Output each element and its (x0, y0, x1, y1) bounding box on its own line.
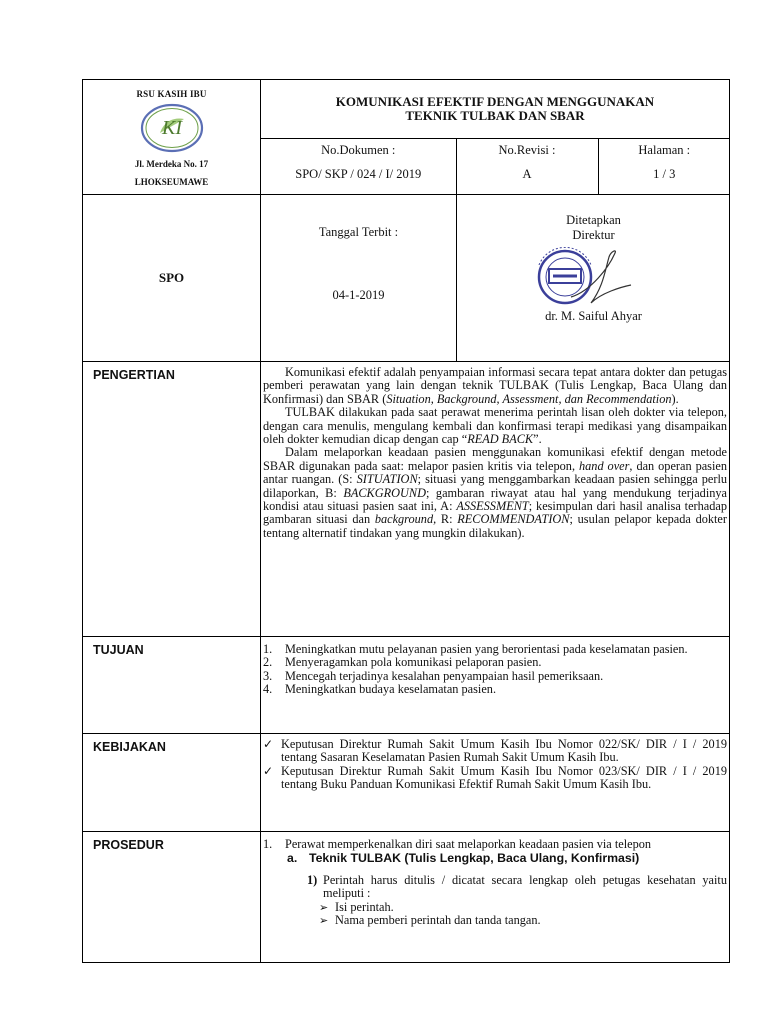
tujuan-list (263, 643, 727, 697)
page-value: 1 / 3 (653, 166, 676, 181)
prosedur-sub-1: 1) Perintah harus ditulis / dicatat secara lengkap oleh petugas kesehatan yaitu meliputi : (307, 872, 727, 901)
list-item: 1. Meningkatkan mutu pelayanan pasien yang berorientasi pada keselamatan pasien. (263, 642, 688, 656)
director-stamp-signature (531, 247, 641, 311)
document-title (261, 80, 730, 139)
pengertian-paragraph-1: Komunikasi efektif adalah penyampaian informasi secara tepat antara dokter dan petugas pemberi perawatan yang lain dengan teknik TULBAK (Tulis Lengkap, Baca Ulang dan Konfirmasi) dan SBAR (Situation, Background, Assessment, dan Recommendation). (263, 365, 727, 406)
arrow-bullet-icon: ➢ (319, 914, 329, 928)
prosedur-sub-a: a. Teknik TULBAK (Tulis Lengkap, Baca Ulang, Konfirmasi) (287, 851, 640, 866)
list-item: 2. Menyeragamkan pola komunikasi pelaporan pasien. (263, 655, 542, 670)
list-item: ✓ Keputusan Direktur Rumah Sakit Umum Kasih Ibu Nomor 023/SK/ DIR / I / 2019 tentang Buku Panduan Komunikasi Efektif Rumah Sakit Umum Kasih Ibu. (263, 763, 727, 792)
pengertian-body (261, 362, 730, 637)
tujuan-label: TUJUAN (83, 637, 261, 734)
doc-meta-cell (261, 138, 730, 195)
prosedur-list (263, 838, 727, 851)
pengertian-label: PENGERTIAN (83, 362, 261, 637)
list-item: 1. Perawat memperkenalkan diri saat melaporkan keadaan pasien via telepon (263, 837, 652, 851)
prosedur-label: PROSEDUR (83, 832, 261, 963)
list-item: 4. Meningkatkan budaya keselamatan pasien. (263, 682, 497, 697)
spo-label-cell (83, 195, 261, 362)
director-name: dr. M. Saiful Ahyar (545, 309, 642, 323)
pengertian-paragraph-3: Dalam melaporkan keadaan pasien menggunakan komunikasi efektif dengan metode SBAR digunakan pada saat: melapor pasien kritis via telepon, hand over, dan operan pasien antar ruangan. (S: SITUATION; situasi yang menggambarkan keadaan pasien sehingga perlu dilaporkan, B: BACKGROUND; gambaran riwayat atau hal yang mendukung terjadinya kondisi atau situasi pasien saat ini, A: ASSESSMENT; kesimpulan dari hasil analisa terhadap gambaran situasi dan background, R: RECOMMENDATION; usulan pelapor kepada dokter tentang alternatif tindakan yang mungkin dilakukan). (263, 445, 728, 540)
check-icon: ✓ (263, 763, 274, 778)
title-line-1: KOMUNIKASI EFEKTIF DENGAN MENGGUNAKAN (335, 94, 655, 109)
spo-table (82, 79, 730, 963)
document (82, 79, 729, 937)
list-item: ➢ Isi perintah. (319, 899, 394, 914)
hospital-name: RSU KASIH IBU (136, 89, 207, 99)
approval-cell (261, 195, 730, 362)
list-item: ✓ Keputusan Direktur Rumah Sakit Umum Kasih Ibu Nomor 022/SK/ DIR / I / 2019 tentang Sasaran Keselamatan Pasien Rumah Sakit Umum Kasih Ibu. (263, 737, 727, 765)
hospital-address: Jl. Merdeka No. 17 (134, 159, 209, 169)
hospital-city: LHOKSEUMAWE (134, 177, 209, 187)
hospital-logo (140, 103, 204, 153)
check-icon: ✓ (263, 737, 274, 751)
title-line-2: TEKNIK TULBAK DAN SBAR (405, 108, 585, 123)
revision-value: A (456, 161, 598, 194)
pengertian-paragraph-2: TULBAK dilakukan pada saat perawat menerima perintah lisan oleh dokter via telepon, dengan cara menulis, mengulang kembali dan konfirmasi terapi medikasi yang disampaikan oleh dokter kemudian dicap dengan cap “READ BACK”. (263, 405, 727, 447)
revision-label: No.Revisi : (456, 139, 598, 161)
hospital-header-cell (83, 80, 261, 195)
issue-date-label: Tanggal Terbit : (318, 225, 399, 239)
tujuan-body (261, 637, 730, 734)
doc-no-label: No.Dokumen : (261, 139, 456, 161)
set-by-label: Ditetapkan (566, 213, 621, 227)
doc-no-value: SPO/ SKP / 024 / I/ 2019 (261, 161, 456, 194)
director-title: Direktur (572, 228, 615, 242)
prosedur-body (261, 832, 730, 963)
list-item: ➢ Nama pemberi perintah dan tanda tangan. (319, 913, 541, 928)
list-item: 3. Mencegah terjadinya kesalahan penyampaian hasil pemeriksaan. (263, 668, 604, 683)
kebijakan-label: KEBIJAKAN (83, 734, 261, 832)
arrow-bullet-icon: ➢ (319, 900, 329, 914)
issue-date-value: 04-1-2019 (332, 288, 385, 302)
kebijakan-body (261, 734, 730, 832)
spo-label: SPO (158, 270, 185, 285)
logo-text: KI (161, 117, 182, 139)
page-label: Halaman : (638, 142, 691, 157)
